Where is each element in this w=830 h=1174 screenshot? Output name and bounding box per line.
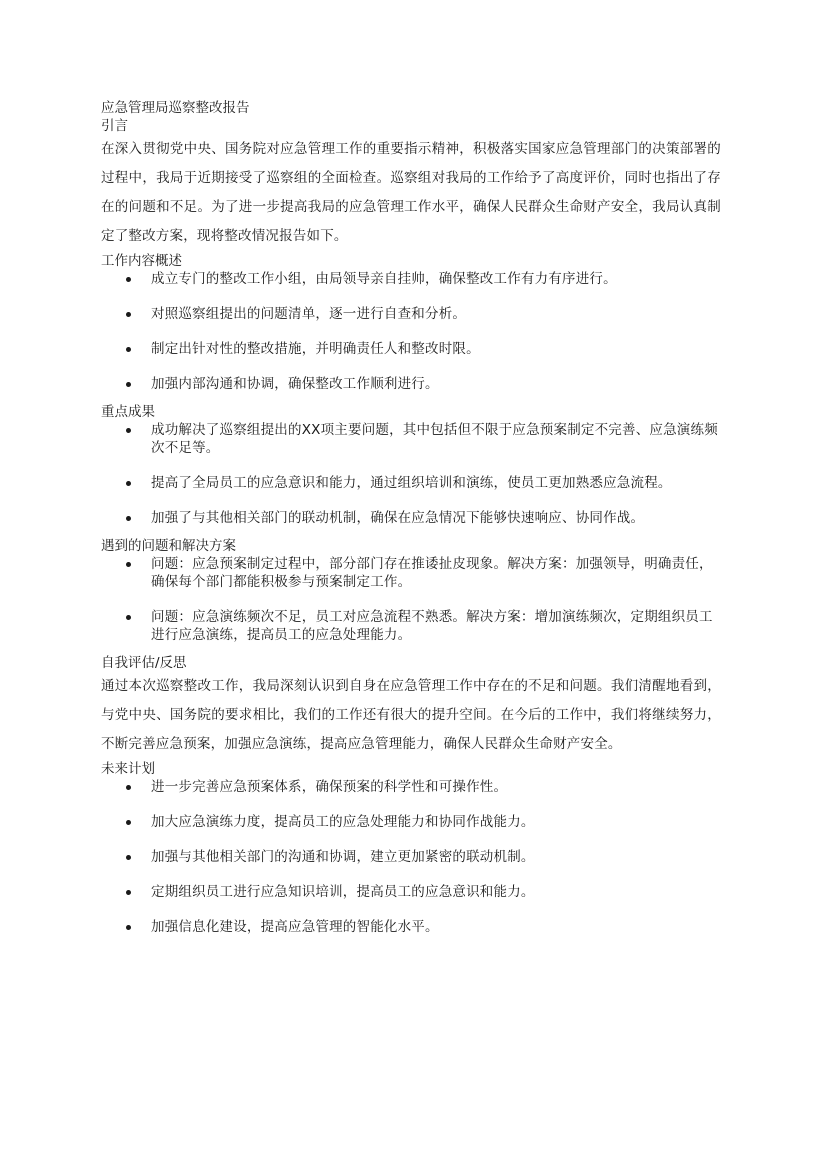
plans-list xyxy=(101,778,721,936)
overview-list xyxy=(101,270,721,393)
bullet-icon xyxy=(126,382,131,387)
list-item-text: 定期组织员工进行应急知识培训，提高员工的应急意识和能力。 xyxy=(151,884,535,900)
bullet-icon xyxy=(126,925,131,930)
problems-list xyxy=(101,555,721,644)
list-item-text: 问题：应急预案制定过程中，部分部门存在推诿扯皮现象。解决方案：加强领导，明确责任，确保每个部门都能积极参与预案制定工作。 xyxy=(151,556,713,590)
bullet-icon xyxy=(126,615,131,620)
list-item xyxy=(101,270,721,288)
bullet-icon xyxy=(126,516,131,521)
bullet-icon xyxy=(126,785,131,790)
list-item xyxy=(101,421,721,457)
list-item xyxy=(101,608,721,644)
bullet-icon xyxy=(126,347,131,352)
list-item-text: 加强信息化建设，提高应急管理的智能化水平。 xyxy=(151,919,439,935)
overview-heading: 工作内容概述 xyxy=(101,253,182,269)
bullet-icon xyxy=(126,312,131,317)
document-page xyxy=(101,99,721,946)
bullet-icon xyxy=(126,820,131,825)
bullet-icon xyxy=(126,562,131,567)
list-item-text: 加强了与其他相关部门的联动机制，确保在应急情况下能够快速响应、协同作战。 xyxy=(151,510,645,526)
list-item xyxy=(101,555,721,591)
list-item xyxy=(101,340,721,358)
bullet-icon xyxy=(126,890,131,895)
list-item xyxy=(101,474,721,492)
list-item-text: 制定出针对性的整改措施，并明确责任人和整改时限。 xyxy=(151,341,480,357)
document-title: 应急管理局巡察整改报告 xyxy=(101,100,250,116)
list-item xyxy=(101,305,721,323)
list-item-text: 对照巡察组提出的问题清单，逐一进行自查和分析。 xyxy=(151,306,467,322)
bullet-icon xyxy=(126,481,131,486)
list-item xyxy=(101,848,721,866)
list-item xyxy=(101,813,721,831)
intro-paragraph: 在深入贯彻党中央、国务院对应急管理工作的重要指示精神，积极落实国家应急管理部门的决策部署的过程中，我局于近期接受了巡察组的全面检查。巡察组对我局的工作给予了高度评价，同时也指出了存在的问题和不足。为了进一步提高我局的应急管理工作水平，确保人民群众生命财产安全，我局认真制定了整改方案，现将整改情况报告如下。 xyxy=(101,141,721,244)
list-item xyxy=(101,918,721,936)
intro-heading: 引言 xyxy=(101,118,128,134)
list-item xyxy=(101,375,721,393)
list-item-text: 成功解决了巡察组提出的XX项主要问题，其中包括但不限于应急预案制定不完善、应急演练频次不足等。 xyxy=(151,422,718,456)
bullet-icon xyxy=(126,277,131,282)
list-item-text: 加强内部沟通和协调，确保整改工作顺利进行。 xyxy=(151,376,439,392)
list-item xyxy=(101,883,721,901)
reflection-heading: 自我评估/反思 xyxy=(101,655,187,671)
list-item-text: 问题：应急演练频次不足，员工对应急流程不熟悉。解决方案：增加演练频次，定期组织员工进行应急演练，提高员工的应急处理能力。 xyxy=(151,609,713,643)
list-item-text: 加强与其他相关部门的沟通和协调，建立更加紧密的联动机制。 xyxy=(151,849,535,865)
list-item-text: 成立专门的整改工作小组，由局领导亲自挂帅，确保整改工作有力有序进行。 xyxy=(151,271,617,287)
results-heading: 重点成果 xyxy=(101,404,155,420)
reflection-paragraph: 通过本次巡察整改工作，我局深刻认识到自身在应急管理工作中存在的不足和问题。我们清醒地看到，与党中央、国务院的要求相比，我们的工作还有很大的提升空间。在今后的工作中，我们将继续努力，不断完善应急预案，加强应急演练，提高应急管理能力，确保人民群众生命财产安全。 xyxy=(101,678,721,752)
plans-heading: 未来计划 xyxy=(101,761,155,777)
problems-heading: 遇到的问题和解决方案 xyxy=(101,538,236,554)
list-item xyxy=(101,509,721,527)
list-item-text: 提高了全局员工的应急意识和能力，通过组织培训和演练，使员工更加熟悉应急流程。 xyxy=(151,475,672,491)
list-item xyxy=(101,778,721,796)
bullet-icon xyxy=(126,855,131,860)
results-list xyxy=(101,421,721,527)
list-item-text: 进一步完善应急预案体系，确保预案的科学性和可操作性。 xyxy=(151,779,508,795)
list-item-text: 加大应急演练力度，提高员工的应急处理能力和协同作战能力。 xyxy=(151,814,535,830)
bullet-icon xyxy=(126,428,131,433)
